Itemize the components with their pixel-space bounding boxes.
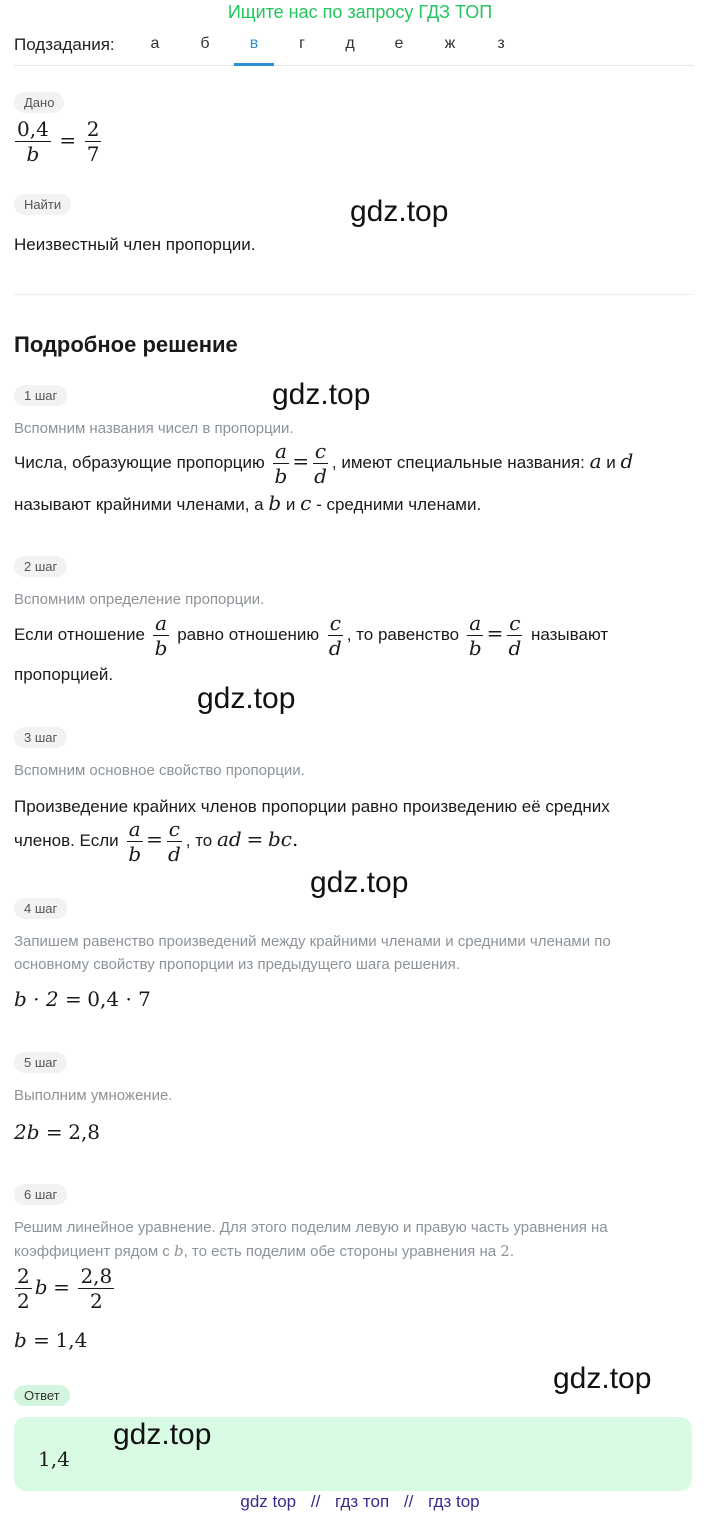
- step-1-text-line1: Числа, образующие пропорцию $\frac{a}{b}$ = $\frac{c}{d}$ , имеют специальные названия: a и d: [14, 439, 634, 488]
- step-5-equation: 2b = 2,8: [14, 1120, 101, 1144]
- watermark: gdz.top: [350, 195, 449, 228]
- answer-value: 1,4: [38, 1447, 70, 1471]
- footer-link-1[interactable]: gdz top: [240, 1492, 297, 1511]
- tab-b[interactable]: б: [200, 35, 210, 52]
- step-6-hint-line2: коэффициент рядом с b, то есть поделим обе стороны уравнения на 2.: [14, 1242, 514, 1260]
- tab-d[interactable]: д: [345, 35, 355, 52]
- given-pill: Дано: [14, 92, 64, 113]
- given-rhs-denominator: 7: [86, 142, 100, 166]
- step-1-pill: 1 шаг: [14, 385, 67, 406]
- step-2-pill: 2 шаг: [14, 556, 67, 577]
- step-1-hint: Вспомним названия чисел в пропорции.: [14, 420, 294, 437]
- given-equals: =: [59, 127, 77, 152]
- tab-g[interactable]: г: [299, 35, 305, 52]
- tab-e[interactable]: е: [394, 35, 404, 52]
- step-6-hint-line1: Решим линейное уравнение. Для этого поделим левую и правую часть уравнения на: [14, 1219, 608, 1236]
- watermark: gdz.top: [272, 378, 371, 411]
- subtasks-nav: [14, 30, 694, 66]
- step-2-text-line1: Если отношение $\frac{a}{b}$ равно отношению $\frac{c}{d}$ , то равенство $\frac{a}{b}$ = $\frac{c}{d}$ называют: [14, 611, 609, 660]
- footer-links: [0, 1492, 720, 1512]
- step-5-hint: Выполним умножение.: [14, 1087, 173, 1104]
- solution-title: Подробное решение: [14, 332, 238, 357]
- watermark: gdz.top: [197, 682, 296, 715]
- step-4-equation: b · 2 = 0,4 · 7: [14, 987, 151, 1011]
- given-denominator: b: [26, 142, 40, 166]
- footer-separator: //: [403, 1492, 414, 1511]
- tab-zh[interactable]: ж: [444, 35, 456, 52]
- find-pill: Найти: [14, 194, 71, 215]
- footer-link-3[interactable]: гдз top: [428, 1492, 480, 1511]
- tab-a[interactable]: а: [150, 35, 160, 52]
- step-2-hint: Вспомним определение пропорции.: [14, 591, 265, 608]
- given-numerator: 0,4: [17, 117, 49, 141]
- step-3-text-line1: Произведение крайних членов пропорции равно произведению её средних: [14, 797, 610, 816]
- step-5-pill: 5 шаг: [14, 1052, 67, 1073]
- step-6-equation-2: b = 1,4: [14, 1328, 88, 1352]
- tab-v[interactable]: в: [234, 35, 274, 66]
- step-1-text-line2: называют крайними членами, а b и c - средними членами.: [14, 491, 482, 515]
- given-equation: [12, 118, 104, 165]
- step-3-text-line2: членов. Если $\frac{a}{b}$ = $\frac{c}{d}$ , то ad = bc.: [14, 817, 299, 866]
- watermark: gdz.top: [553, 1362, 652, 1395]
- step-4-hint-line1: Запишем равенство произведений между крайними членами и средними членами по: [14, 933, 611, 950]
- step-6-equation-1: $\frac{2}{2}$ b = $\frac{2,8}{2}$: [17, 1264, 113, 1313]
- footer-link-2[interactable]: гдз топ: [335, 1492, 390, 1511]
- divider: [14, 294, 694, 295]
- given-rhs-numerator: 2: [86, 117, 100, 141]
- step-3-pill: 3 шаг: [14, 727, 67, 748]
- step-4-pill: 4 шаг: [14, 898, 67, 919]
- step-3-hint: Вспомним основное свойство пропорции.: [14, 762, 305, 779]
- footer-separator: //: [310, 1492, 321, 1511]
- answer-pill: Ответ: [14, 1385, 70, 1406]
- tab-z[interactable]: з: [497, 35, 505, 52]
- promo-text: Ищите нас по запросу ГДЗ ТОП: [227, 2, 493, 22]
- step-6-pill: 6 шаг: [14, 1184, 67, 1205]
- subtasks-label: Подзадания:: [14, 35, 115, 54]
- step-2-text-line2: пропорцией.: [14, 665, 114, 684]
- watermark: gdz.top: [113, 1418, 212, 1451]
- step-4-hint-line2: основному свойству пропорции из предыдущего шага решения.: [14, 956, 460, 973]
- watermark: gdz.top: [310, 866, 409, 899]
- find-text: Неизвестный член пропорции.: [14, 235, 256, 254]
